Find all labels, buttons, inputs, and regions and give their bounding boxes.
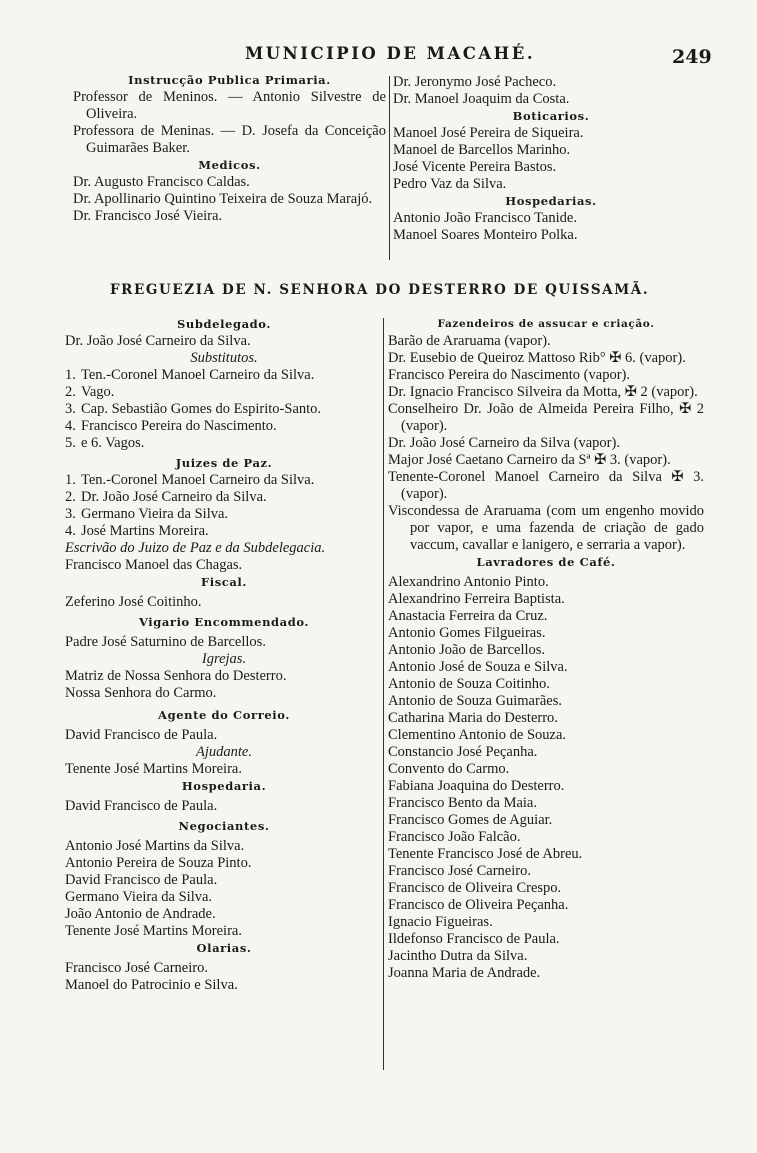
boticario-entry: Manoel José Pereira de Siqueira.: [393, 125, 584, 141]
fazendeiro-entry: Major José Caetano Carneiro da Sª ✠ 3. (vapor).: [388, 452, 671, 468]
lavrador-entry: Francisco de Oliveira Crespo.: [388, 880, 562, 896]
hospedaria-entry: Antonio João Francisco Tanide.: [393, 210, 577, 226]
igrejas-heading: Igrejas.: [201, 651, 247, 667]
correio-heading: Agente do Correio.: [158, 708, 290, 722]
juiz-name: Germano Vieira da Silva.: [81, 506, 229, 522]
negociantes-heading: Negociantes.: [178, 819, 270, 833]
vigario-heading: Vigario Encommendado.: [138, 615, 310, 629]
lavrador-entry: Convento do Carmo.: [388, 761, 510, 777]
column-rule: [383, 318, 384, 1070]
medico-entry: Dr. Augusto Francisco Caldas.: [73, 174, 250, 190]
lavrador-entry: Fabiana Joaquina do Desterro.: [388, 778, 565, 794]
column-rule: [389, 76, 390, 260]
parish-left-column: [65, 316, 383, 994]
substituto-row: [65, 418, 383, 435]
lavrador-entry: Antonio José de Souza e Silva.: [388, 659, 568, 675]
substitutos-heading: Substitutos.: [190, 350, 258, 366]
lavrador-entry: Alexandrino Antonio Pinto.: [388, 574, 549, 590]
lavrador-entry: Clementino Antonio de Souza.: [388, 727, 567, 743]
substituto-number: 4.: [65, 418, 76, 434]
parish-title: FREGUEZIA DE N. SENHORA DO DESTERRO DE QUISSAMÃ.: [110, 282, 650, 298]
ajudante-name: Tenente José Martins Moreira.: [65, 761, 242, 777]
escrivao-name: Francisco Manoel das Chagas.: [65, 557, 243, 573]
substituto-number: 5.: [65, 435, 76, 451]
fazendeiro-entry: Dr. João José Carneiro da Silva (vapor).: [388, 435, 620, 451]
hospedaria-name: David Francisco de Paula.: [65, 798, 218, 814]
lavrador-entry: Ignacio Figueiras.: [388, 914, 493, 930]
igreja-entry: Nossa Senhora do Carmo.: [65, 685, 217, 701]
page-number: 249: [672, 46, 712, 68]
top-right-column: [393, 74, 709, 244]
igreja-entry: Matriz de Nossa Senhora do Desterro.: [65, 668, 287, 684]
medico-entry: Dr. Manoel Joaquim da Costa.: [393, 91, 570, 107]
substituto-name: Francisco Pereira do Nascimento.: [81, 418, 277, 434]
lavrador-entry: Anastacia Ferreira da Cruz.: [388, 608, 548, 624]
juiz-number: 2.: [65, 489, 76, 505]
fazendeiro-entry: Dr. Eusebio de Queiroz Mattoso Rib° ✠ 6. (vapor).: [388, 350, 686, 366]
negociante-entry: Antonio Pereira de Souza Pinto.: [65, 855, 252, 871]
running-head: MUNICIPIO DE MACAHÉ.: [245, 44, 536, 63]
juiz-row: [65, 506, 383, 523]
olarias-heading: Olarias.: [196, 941, 252, 955]
subdelegado-heading: Subdelegado.: [177, 317, 271, 331]
lavrador-entry: Constancio José Peçanha.: [388, 744, 538, 760]
juizes-heading: Juizes de Paz.: [175, 456, 273, 470]
parish-right-column: [388, 316, 704, 982]
substituto-row: [65, 367, 383, 384]
juiz-name: Dr. João José Carneiro da Silva.: [81, 489, 267, 505]
juiz-number: 1.: [65, 472, 76, 488]
boticario-entry: Pedro Vaz da Silva.: [393, 176, 507, 192]
medico-entry: Dr. Francisco José Vieira.: [73, 208, 223, 224]
substituto-number: 2.: [65, 384, 76, 400]
boticario-entry: José Vicente Pereira Bastos.: [393, 159, 557, 175]
olaria-entry: Francisco José Carneiro.: [65, 960, 208, 976]
olaria-entry: Manoel do Patrocinio e Silva.: [65, 977, 238, 993]
lavrador-entry: Francisco Bento da Maia.: [388, 795, 537, 811]
lavrador-entry: Tenente Francisco José de Abreu.: [388, 846, 583, 862]
fazendeiro-entry: Conselheiro Dr. João de Almeida Pereira Filho, ✠ 2 (vapor).: [388, 401, 704, 434]
fazendeiro-entry: Barão de Araruama (vapor).: [388, 333, 551, 349]
fazendeiro-entry: Francisco Pereira do Nascimento (vapor).: [388, 367, 630, 383]
substituto-row: [65, 401, 383, 418]
substituto-number: 3.: [65, 401, 76, 417]
medico-entry: Dr. Apollinario Quintino Teixeira de Souza Marajó.: [73, 191, 373, 207]
instruction-heading: Instrucção Publica Primaria.: [128, 73, 331, 87]
medico-entry: Dr. Jeronymo José Pacheco.: [393, 74, 557, 90]
negociante-entry: João Antonio de Andrade.: [65, 906, 216, 922]
substituto-name: Ten.-Coronel Manoel Carneiro da Silva.: [81, 367, 315, 383]
hospedarias-heading: Hospedarias.: [505, 194, 597, 208]
juiz-name: José Martins Moreira.: [81, 523, 209, 539]
lavrador-entry: Antonio de Souza Coitinho.: [388, 676, 550, 692]
juiz-row: [65, 523, 383, 540]
boticario-entry: Manoel de Barcellos Marinho.: [393, 142, 571, 158]
ajudante-heading: Ajudante.: [196, 744, 252, 760]
substituto-name: Cap. Sebastião Gomes do Espirito-Santo.: [81, 401, 322, 417]
lavrador-entry: Francisco de Oliveira Peçanha.: [388, 897, 569, 913]
correio-name: David Francisco de Paula.: [65, 727, 218, 743]
lavrador-entry: Francisco Gomes de Aguiar.: [388, 812, 553, 828]
fazendeiro-entry: Tenente-Coronel Manoel Carneiro da Silva ✠ 3. (vapor).: [388, 469, 704, 502]
top-left-column: [73, 72, 386, 225]
substituto-name: e 6. Vagos.: [81, 435, 145, 451]
juiz-row: [65, 472, 383, 489]
negociante-entry: Germano Vieira da Silva.: [65, 889, 213, 905]
boticarios-heading: Boticarios.: [512, 109, 590, 123]
fazendeiro-entry: Viscondessa de Araruama (com um engenho movido por vapor, e uma fazenda de criação de gado vaccum, cavallar e lanigero, e serraria a vapor).: [388, 503, 704, 553]
lavradores-heading: Lavradores de Café.: [476, 555, 616, 569]
medicos-heading: Medicos.: [198, 158, 261, 172]
lavrador-entry: Antonio Gomes Filgueiras.: [388, 625, 546, 641]
instruction-entry: Professor de Meninos. — Antonio Silvestre de Oliveira.: [73, 89, 386, 122]
negociante-entry: Tenente José Martins Moreira.: [65, 923, 242, 939]
fiscal-heading: Fiscal.: [200, 575, 248, 589]
fazendeiros-heading: Fazendeiros de assucar e criação.: [437, 318, 655, 330]
escrivao-heading: Escrivão do Juizo de Paz e da Subdelegacia.: [65, 540, 326, 556]
lavrador-entry: Antonio João de Barcellos.: [388, 642, 546, 658]
juiz-name: Ten.-Coronel Manoel Carneiro da Silva.: [81, 472, 315, 488]
negociante-entry: Antonio José Martins da Silva.: [65, 838, 245, 854]
lavrador-entry: Jacintho Dutra da Silva.: [388, 948, 528, 964]
lavrador-entry: Ildefonso Francisco de Paula.: [388, 931, 560, 947]
negociante-entry: David Francisco de Paula.: [65, 872, 218, 888]
juiz-number: 3.: [65, 506, 76, 522]
vigario-name: Padre José Saturnino de Barcellos.: [65, 634, 266, 650]
substituto-number: 1.: [65, 367, 76, 383]
hospedaria-entry: Manoel Soares Monteiro Polka.: [393, 227, 578, 243]
lavrador-entry: Antonio de Souza Guimarães.: [388, 693, 562, 709]
substituto-row: [65, 384, 383, 401]
substituto-name: Vago.: [81, 384, 115, 400]
fiscal-name: Zeferino José Coitinho.: [65, 594, 202, 610]
fazendeiro-entry: Dr. Ignacio Francisco Silveira da Motta, ✠ 2 (vapor).: [388, 384, 698, 400]
lavrador-entry: Francisco José Carneiro.: [388, 863, 531, 879]
lavrador-entry: Alexandrino Ferreira Baptista.: [388, 591, 565, 607]
lavrador-entry: Joanna Maria de Andrade.: [388, 965, 541, 981]
subdelegado-name: Dr. João José Carneiro da Silva.: [65, 333, 251, 349]
substituto-row: [65, 435, 383, 452]
instruction-entry: Professora de Meninas. — D. Josefa da Conceição Guimarães Baker.: [73, 123, 386, 156]
lavrador-entry: Francisco João Falcão.: [388, 829, 521, 845]
hospedaria-heading: Hospedaria.: [181, 779, 267, 793]
lavrador-entry: Catharina Maria do Desterro.: [388, 710, 558, 726]
juiz-number: 4.: [65, 523, 76, 539]
juiz-row: [65, 489, 383, 506]
